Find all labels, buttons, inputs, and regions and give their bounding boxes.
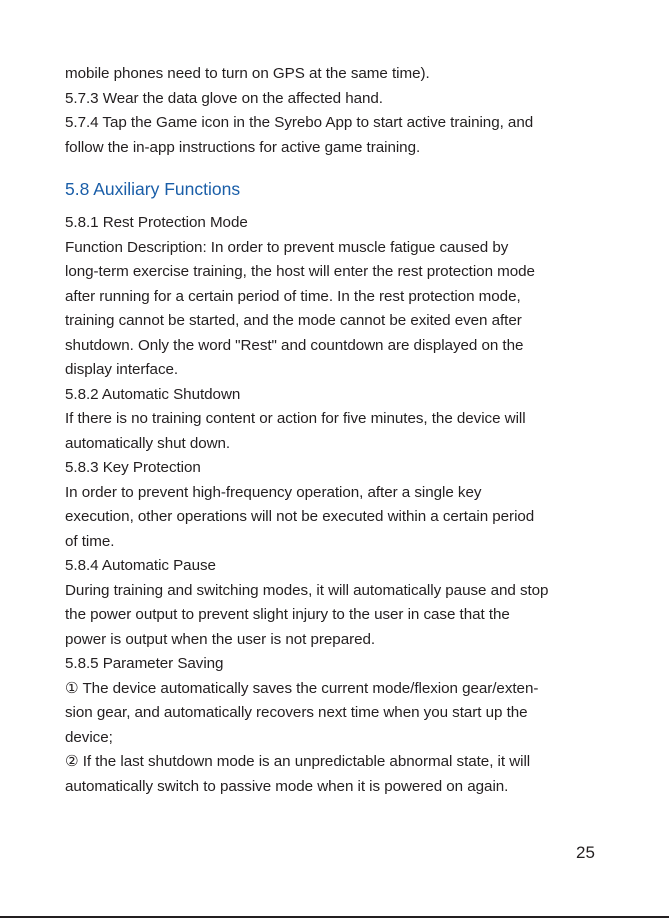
subsection-title: 5.8.5 Parameter Saving [65, 655, 224, 672]
section-body [65, 211, 610, 799]
intro-paragraph [65, 62, 610, 160]
text-line: training cannot be started, and the mode cannot be exited even after [65, 312, 522, 329]
text-line: ② If the last shutdown mode is an unpredictable abnormal state, it will [65, 753, 531, 770]
subsection-title: 5.8.4 Automatic Pause [65, 557, 216, 574]
text-line: During training and switching modes, it will automatically pause and stop [65, 581, 549, 599]
text-line: Function Description: In order to prevent muscle fatigue caused by [65, 238, 509, 256]
text-line: power is output when the user is not prepared. [65, 630, 376, 648]
subsection-title: 5.8.1 Rest Protection Mode [65, 214, 248, 231]
text-line: follow the in-app instructions for active game training. [65, 138, 421, 156]
text-line: sion gear, and automatically recovers next time when you start up the [65, 704, 528, 721]
text-line: device; [65, 728, 113, 746]
text-line: long-term exercise training, the host will enter the rest protection mode [65, 263, 535, 280]
text-line: execution, other operations will not be executed within a certain period [65, 508, 535, 525]
subsection-title: 5.8.2 Automatic Shutdown [65, 385, 241, 403]
text-line: after running for a certain period of time. In the rest protection mode, [65, 287, 521, 305]
text-line: 5.7.4 Tap the Game icon in the Syrebo App to start active training, and [65, 114, 534, 131]
text-line: 5.7.3 Wear the data glove on the affected hand. [65, 89, 383, 107]
text-line: ① The device automatically saves the current mode/flexion gear/exten- [65, 679, 539, 697]
text-line: of time. [65, 532, 115, 550]
bottom-divider [0, 916, 669, 918]
text-line: mobile phones need to turn on GPS at the same time). [65, 65, 430, 82]
text-line: automatically switch to passive mode when it is powered on again. [65, 777, 509, 795]
text-line: If there is no training content or action for five minutes, the device will [65, 410, 526, 427]
subsection-title: 5.8.3 Key Protection [65, 459, 201, 476]
text-line: the power output to prevent slight injury to the user in case that the [65, 606, 510, 623]
text-line: In order to prevent high-frequency operation, after a single key [65, 483, 482, 501]
text-line: display interface. [65, 361, 179, 378]
page-number: 25 [576, 843, 595, 862]
section-heading: 5.8 Auxiliary Functions [65, 179, 241, 199]
text-line: automatically shut down. [65, 434, 231, 452]
text-line: shutdown. Only the word "Rest" and countdown are displayed on the [65, 336, 524, 354]
page-content [65, 62, 610, 799]
